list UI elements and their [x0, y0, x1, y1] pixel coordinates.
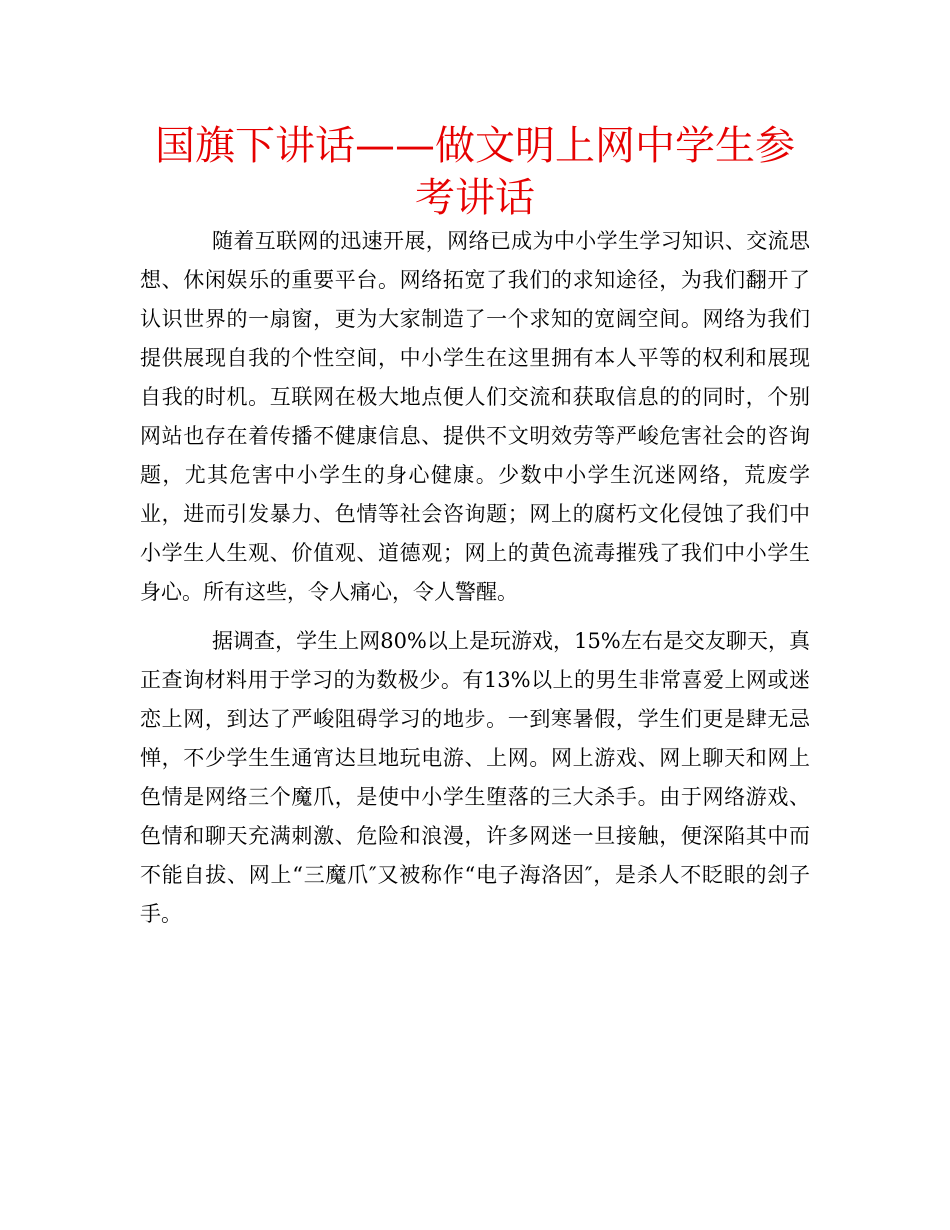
paragraph-1: 随着互联网的迅速开展，网络已成为中小学生学习知识、交流思想、休闲娱乐的重要平台。网络拓宽了我们的求知途径，为我们翻开了认识世界的一扇窗，更为大家制造了一个求知的宽阔空间。网络为我们提供展现自我的个性空间，中小学生在这里拥有本人平等的权利和展现自我的时机。互联网在极大地点便人们交流和获取信息的的同时，个别网站也存在着传播不健康信息、提供不文明效劳等严峻危害社会的咨询题，尤其危害中小学生的身心健康。少数中小学生沉迷网络，荒废学业，进而引发暴力、色情等社会咨询题；网上的腐朽文化侵蚀了我们中小学生人生观、价值观、道德观；网上的黄色流毒摧残了我们中小学生身心。所有这些，令人痛心，令人警醒。: [140, 229, 810, 604]
document-body: [140, 222, 810, 944]
paragraph-2: 据调查，学生上网80%以上是玩游戏，15%左右是交友聊天，真正查询材料用于学习的为数极少。有13%以上的男生非常喜爱上网或迷恋上网，到达了严峻阻碍学习的地步。一到寒暑假，学生们更是肆无忌惮，不少学生生通宵达旦地玩电游、上网。网上游戏、网上聊天和网上色情是网络三个魔爪，是使中小学生堕落的三大杀手。由于网络游戏、色情和聊天充满刺激、危险和浪漫，许多网迷一旦接触，便深陷其中而不能自拔、网上“三魔爪″又被称作“电子海洛因″，是杀人不眨眼的刽子手。: [140, 629, 810, 926]
document-title: 国旗下讲话——做文明上网中学生参考讲话: [155, 123, 795, 221]
